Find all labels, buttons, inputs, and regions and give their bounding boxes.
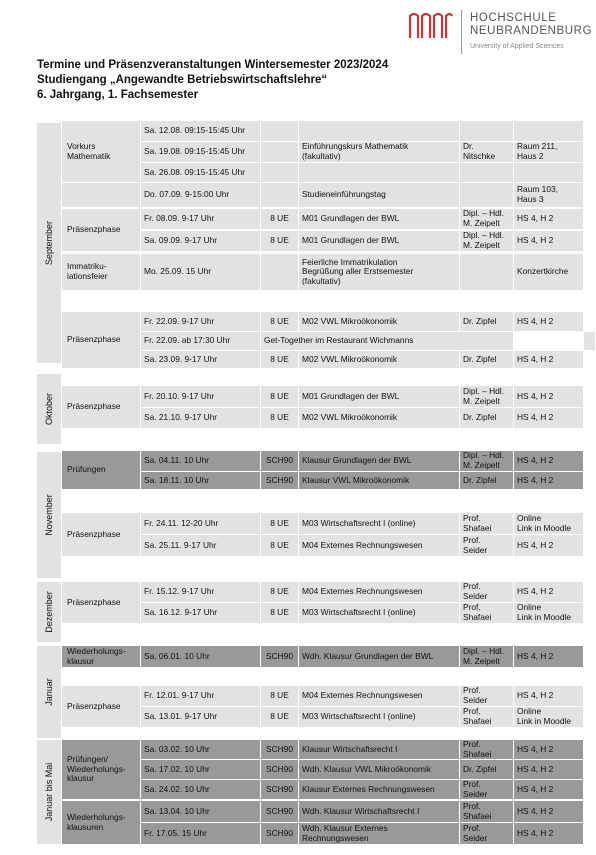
table-cell-lecturer-text: Prof. Shafaei [463,740,492,759]
table-cell-topic-text: M02 VWL Mikroökonomik [302,315,398,326]
table-cell-date [141,760,261,779]
table-cell-ue-text: 8 UE [270,690,289,701]
table-cell-ue [261,603,299,623]
table-cell-date-text: Fr. 22.09. 9-17 Uhr [144,315,215,326]
table-cell-lecturer-text: Dipl. – Hdl. M. Zeipelt [463,451,504,470]
table-cell-ue [261,183,299,207]
phase-label-text: Vorkurs Mathematik [67,140,111,161]
table-cell-ue [261,408,299,428]
phase-label [62,740,140,799]
table-cell-topic [299,312,460,331]
phase-label [62,686,140,727]
month-column-4 [37,646,61,738]
table-cell-room-text: Online Link in Moodle [517,513,572,533]
table-cell-topic-text: Klausur VWL Mikroökonomik [302,474,410,485]
table-cell-date [141,451,261,471]
table-cell-lecturer-text: Dipl. – Hdl. M. Zeipelt [463,209,504,228]
table-cell-room-text: HS 4, H 2 [517,783,554,794]
table-cell-ue-text: SCH90 [266,827,293,838]
table-cell-lecturer [460,801,514,822]
table-cell-ue-text: SCH90 [266,455,293,466]
table-cell-topic [299,686,460,706]
phase-label-text: Präsenzphase [67,528,121,539]
table-cell-topic-text: Einführungskurs Mathematik (fakultativ) [302,142,409,161]
table-cell-topic-text: M03 Wirtschaftsrecht I (online) [302,607,416,618]
table-cell-room [514,254,584,290]
phase-label-text: Präsenzphase [67,224,121,235]
table-cell-lecturer-text: Dr. Nitschke [463,142,496,161]
month-label: November [44,494,54,536]
table-cell-lecturer [460,582,514,602]
table-cell-room-text: Raum 211, Haus 2 [517,142,558,161]
month-label: Oktober [44,392,54,426]
phase-label-text: Prüfungen [67,464,106,475]
table-cell-ue-text: 8 UE [270,390,289,401]
table-cell-ue [261,121,299,141]
table-cell-room [514,386,584,407]
table-cell-topic-text: Get-Together im Restaurant Wichmanns [264,335,414,346]
table-cell-room-text: HS 4, H 2 [517,586,554,597]
table-cell-lecturer [460,183,514,207]
table-cell-room [514,351,584,368]
table-cell-ue-text: SCH90 [266,474,293,485]
logo-subtitle: University of Applied Sciences [470,43,564,50]
table-cell-ue [261,740,299,759]
table-cell-topic-text: M01 Grundlagen der BWL [302,390,400,401]
table-cell-room-text: HS 4, H 2 [517,213,554,224]
table-cell-date-text: Sa. 13.01. 9-17 Uhr [144,711,218,722]
phase-label-text: Wiederholungs- klausuren [67,811,126,832]
table-cell-room-text: HS 4, H 2 [517,455,554,466]
table-cell-date [141,386,261,407]
table-cell-room [514,801,584,822]
table-cell-ue [261,254,299,290]
phase-label [62,451,140,489]
table-cell-topic [299,740,460,759]
table-cell-topic [299,513,460,534]
table-cell-room [514,582,584,602]
table-cell-ue [261,646,299,667]
table-cell-date-text: Sa. 06.01. 10 Uhr [144,650,210,661]
table-cell-lecturer [460,451,514,471]
month-column-2 [37,452,61,578]
phase-label-text: Präsenzphase [67,596,121,607]
table-cell-ue-text: SCH90 [266,763,293,774]
phase-label [62,386,140,428]
table-cell-room [514,142,584,162]
table-cell-lecturer-text: Dr. Zipfel [463,412,497,423]
table-cell-room-text: Raum 103, Haus 3 [517,184,558,204]
table-cell-ue-text: 8 UE [270,213,289,224]
table-cell-room [514,707,584,727]
table-cell-topic-text: Wdh. Klausur Externes Rechnungswesen [302,823,388,843]
table-cell-lecturer [460,312,514,331]
table-cell-ue [261,312,299,331]
table-cell-date [141,231,261,251]
table-cell-lecturer [460,535,514,556]
table-cell-topic [299,801,460,822]
table-cell-lecturer [460,386,514,407]
table-cell-lecturer-text: Prof. Seider [463,823,488,843]
table-cell-lecturer [460,780,514,799]
table-cell-ue-text: 8 UE [270,517,289,528]
table-cell-room [514,183,584,207]
table-cell-topic [299,121,460,141]
table-cell-room [514,513,584,534]
table-cell-date-text: Sa. 09.09. 9-17 Uhr [144,235,218,246]
table-cell-room-text: Online Link in Moodle [517,707,572,726]
table-cell-date [141,740,261,759]
table-cell-ue [261,209,299,229]
table-cell-date-text: Sa. 16.12. 9-17 Uhr [144,607,218,618]
table-cell-lecturer-text: Prof. Seider [463,535,488,555]
table-cell-ue [261,163,299,182]
phase-label [62,183,140,207]
table-cell-topic [299,163,460,182]
phase-label-text: Prüfungen/ Wiederholungs- klausur [67,754,126,784]
table-cell-room [514,740,584,759]
phase-label [62,121,140,182]
table-cell-date [141,646,261,667]
month-label: Januar bis Mai [44,762,54,822]
table-cell-room-text: HS 4, H 2 [517,353,554,364]
table-cell-topic [299,183,460,207]
table-cell-room-text: HS 4, H 2 [517,539,554,550]
phase-label [62,582,140,623]
table-cell-lecturer [460,142,514,162]
table-cell-ue-text: 8 UE [270,412,289,423]
table-cell-ue [261,535,299,556]
table-cell-topic [299,408,460,428]
table-cell-ue [261,231,299,251]
table-cell-date [141,582,261,602]
table-cell-room [514,163,584,182]
month-column-5 [37,740,61,844]
table-cell-date-text: Do. 07.09. 9-15:00 Uhr [144,189,230,200]
table-cell-lecturer [460,513,514,534]
table-cell-lecturer-text: Prof. Seider [463,686,488,705]
logo-line-1: HOCHSCHULE [470,12,557,24]
table-cell-room [514,760,584,779]
table-cell-topic [299,351,460,368]
table-cell-room [514,312,584,331]
table-cell-date-text: Sa. 13.04. 10 Uhr [144,805,210,816]
table-cell-date-text: Sa. 18.11. 10 Uhr [144,474,210,485]
table-cell-topic [299,231,460,251]
table-cell-topic-text: Feierliche Immatrikulation Begrüßung aller Erstsemester (fakultativ) [302,256,414,286]
table-cell-room [514,603,584,623]
table-cell-topic-text: M03 Wirtschaftsrecht I (online) [302,711,416,722]
header-line-3: 6. Jahrgang, 1. Fachsemester [37,89,199,101]
table-cell-ue [261,386,299,407]
table-cell-ue [261,351,299,368]
table-cell-date-text: Sa. 04.11. 10 Uhr [144,455,210,466]
table-cell-lecturer-text: Dr. Zipfel [463,315,497,326]
table-cell-ue-text: SCH90 [266,743,293,754]
table-cell-room [514,408,584,428]
phase-label-text: Präsenzphase [67,334,121,345]
table-cell-room-text: HS 4, H 2 [517,827,554,838]
phase-label-text: Präsenzphase [67,401,121,412]
table-cell-room-text: HS 4, H 2 [517,805,554,816]
table-cell-date [141,707,261,727]
table-cell-topic-text: Klausur Externes Rechnungswesen [302,783,435,794]
phase-label [62,513,140,556]
table-cell-room [514,472,584,489]
table-cell-lecturer [460,740,514,759]
table-cell-ue [261,513,299,534]
table-cell-room-text: Online Link in Moodle [517,603,572,622]
table-cell-room [514,209,584,229]
table-cell-lecturer-text: Dr. Zipfel [463,763,497,774]
table-cell-date-text: Sa. 21.10. 9-17 Uhr [144,412,218,423]
table-cell-room-text: HS 4, H 2 [517,315,554,326]
table-cell-date [141,513,261,534]
table-cell-room-text: HS 4, H 2 [517,235,554,246]
table-cell-topic [299,142,460,162]
table-cell-lecturer-text: Dipl. – Hdl. M. Zeipelt [463,386,504,406]
table-cell-date-text: Sa. 23.09. 9-17 Uhr [144,353,218,364]
table-cell-topic-text: M04 Externes Rechnungswesen [302,539,423,550]
table-cell-room [514,231,584,251]
table-cell-room [514,780,584,799]
table-cell-date [141,535,261,556]
table-cell-date-text: Sa. 26.08. 09:15-15:45 Uhr [144,166,246,177]
header-line-1: Termine und Präsenzveranstaltungen Wintersemester 2023/2024 [37,59,389,71]
table-cell-lecturer [460,209,514,229]
table-cell-date-text: Mo. 25.09. 15 Uhr [144,266,212,277]
table-cell-lecturer [460,603,514,623]
table-cell-lecturer-text: Prof. Seider [463,582,488,601]
phase-label-text: Wiederholungs- klausur [67,645,126,666]
table-cell-date [141,332,261,350]
table-cell-ue [261,801,299,822]
table-cell-lecturer-text: Prof. Shafaei [463,801,492,821]
phase-label [62,646,140,667]
table-cell-topic [299,582,460,602]
month-label: Dezember [44,591,54,633]
table-cell-lecturer [460,646,514,667]
table-cell-room-text: HS 4, H 2 [517,474,554,485]
table-cell-date-text: Fr. 12.01. 9-17 Uhr [144,690,215,701]
table-cell-ue [261,760,299,779]
phase-label [62,209,140,251]
table-cell-room-text: HS 4, H 2 [517,390,554,401]
table-cell-ue [261,451,299,471]
table-cell-topic [299,451,460,471]
table-cell-lecturer [460,254,514,290]
table-cell-date [141,801,261,822]
table-cell-topic [299,707,460,727]
table-cell-date [141,472,261,489]
table-cell-date-text: Fr. 20.10. 9-17 Uhr [144,390,215,401]
table-cell-lecturer-text: Prof. Shafaei [463,707,492,726]
table-cell-date [141,603,261,623]
table-cell-topic [299,254,460,290]
table-cell-lecturer [460,472,514,489]
table-cell-date [141,183,261,207]
table-cell-date-text: Fr. 24.11. 12-20 Uhr [144,517,219,528]
table-cell-topic-text: Wdh. Klausur VWL Mikroökonomik [302,763,432,774]
table-cell-topic-text: M04 Externes Rechnungswesen [302,586,423,597]
table-cell-room [514,121,584,141]
table-cell-lecturer-text: Prof. Seider [463,780,488,799]
table-cell-topic-text: M01 Grundlagen der BWL [302,213,400,224]
table-cell-ue [261,707,299,727]
table-cell-date-text: Sa. 25.11. 9-17 Uhr [144,539,217,550]
phase-label-text: Immatriku- lationsfeier [67,261,108,281]
table-cell-date-text: Fr. 22.09. ab 17:30 Uhr [144,335,231,346]
logo-line-2: NEUBRANDENBURG [470,25,593,37]
table-cell-lecturer [460,760,514,779]
table-cell-topic-text: Wdh. Klausur Wirtschaftsrecht I [302,805,420,816]
table-cell-room [514,646,584,667]
table-cell-lecturer [460,351,514,368]
table-cell-date-text: Sa. 03.02. 10 Uhr [144,743,210,754]
table-cell-topic [261,332,514,350]
table-cell-topic-text: Klausur Grundlagen der BWL [302,455,412,466]
table-cell-date-text: Fr. 15.12. 9-17 Uhr [144,586,215,597]
month-column-3 [37,582,61,642]
table-cell-room [514,686,584,706]
table-cell-date [141,686,261,706]
table-cell-date [141,209,261,229]
table-cell-ue [261,582,299,602]
row-marker [584,332,596,350]
table-cell-ue-text: 8 UE [270,607,289,618]
table-cell-room-text: HS 4, H 2 [517,690,554,701]
table-cell-date [141,780,261,799]
month-column-1 [37,374,61,444]
table-cell-ue-text: 8 UE [270,586,289,597]
table-cell-date-text: Sa. 19.08. 09:15-15:45 Uhr [144,146,246,157]
table-cell-ue-text: SCH90 [266,805,293,816]
month-label: September [44,220,54,266]
table-cell-ue [261,823,299,844]
table-cell-lecturer [460,231,514,251]
table-cell-room [514,823,584,844]
table-cell-lecturer [460,686,514,706]
table-cell-ue-text: 8 UE [270,539,289,550]
table-cell-lecturer-text: Dr. Zipfel [463,353,497,364]
table-cell-lecturer [460,163,514,182]
phase-label [62,312,140,368]
table-cell-lecturer [460,408,514,428]
table-cell-room-text: HS 4, H 2 [517,763,554,774]
table-cell-topic-text: Studieneinführungstag [302,189,386,200]
table-cell-room-text: Konzertkirche [517,266,569,277]
table-cell-ue [261,472,299,489]
table-cell-topic [299,386,460,407]
table-cell-topic [299,780,460,799]
table-cell-room [514,451,584,471]
table-cell-room [514,535,584,556]
table-cell-date [141,254,261,290]
phase-label [62,254,140,290]
table-cell-date-text: Sa. 17.02. 10 Uhr [144,763,210,774]
table-cell-lecturer-text: Prof. Shafaei [463,603,492,622]
table-cell-topic [299,646,460,667]
table-cell-topic-text: Klausur Wirtschaftsrecht I [302,743,398,754]
table-cell-room-text: HS 4, H 2 [517,743,554,754]
table-cell-date [141,823,261,844]
table-cell-topic [299,823,460,844]
table-cell-date-text: Fr. 17.05. 15 Uhr [144,827,207,838]
table-cell-ue-text: 8 UE [270,315,289,326]
table-cell-date [141,408,261,428]
table-cell-room-text: HS 4, H 2 [517,412,554,423]
table-cell-lecturer [460,707,514,727]
table-cell-ue [261,142,299,162]
table-cell-date-text: Sa. 24.02. 10 Uhr [144,783,210,794]
table-cell-ue-text: SCH90 [266,650,293,661]
table-cell-lecturer-text: Dr. Zipfel [463,474,497,485]
table-cell-topic [299,472,460,489]
month-label: Januar [44,678,54,706]
phase-label-text: Präsenzphase [67,700,121,711]
table-cell-topic [299,209,460,229]
table-cell-lecturer-text: Prof. Shafaei [463,513,492,533]
table-cell-date [141,351,261,368]
table-cell-ue [261,686,299,706]
table-cell-topic-text: Wdh. Klausur Grundlagen der BWL [302,650,434,661]
table-cell-lecturer-text: Dipl. – Hdl. M. Zeipelt [463,646,504,666]
header-line-2: Studiengang „Angewandte Betriebswirtschaftslehre“ [37,74,328,86]
table-cell-date [141,142,261,162]
table-cell-topic-text: M02 VWL Mikroökonomik [302,412,398,423]
table-cell-date [141,121,261,141]
table-cell-topic [299,760,460,779]
table-cell-topic-text: M01 Grundlagen der BWL [302,235,400,246]
table-cell-room-text: HS 4, H 2 [517,650,554,661]
month-column-0 [37,123,61,363]
table-cell-topic-text: M03 Wirtschaftsrecht I (online) [302,517,416,528]
table-cell-lecturer [460,823,514,844]
table-cell-ue-text: 8 UE [270,711,289,722]
table-cell-date [141,312,261,331]
table-cell-topic [299,603,460,623]
table-cell-ue-text: SCH90 [266,783,293,794]
table-cell-topic-text: M02 VWL Mikroökonomik [302,353,398,364]
table-cell-lecturer [460,121,514,141]
table-cell-date-text: Sa. 12.08. 09:15-15:45 Uhr [144,125,246,136]
table-cell-ue-text: 8 UE [270,353,289,364]
phase-label [62,801,140,844]
table-cell-topic-text: M04 Externes Rechnungswesen [302,690,423,701]
table-cell-date [141,163,261,182]
table-cell-topic [299,535,460,556]
table-cell-ue-text: 8 UE [270,235,289,246]
table-cell-ue [261,780,299,799]
table-cell-lecturer-text: Dipl. – Hdl. M. Zeipelt [463,231,504,250]
table-cell-date-text: Fr. 08.09. 9-17 Uhr [144,213,215,224]
